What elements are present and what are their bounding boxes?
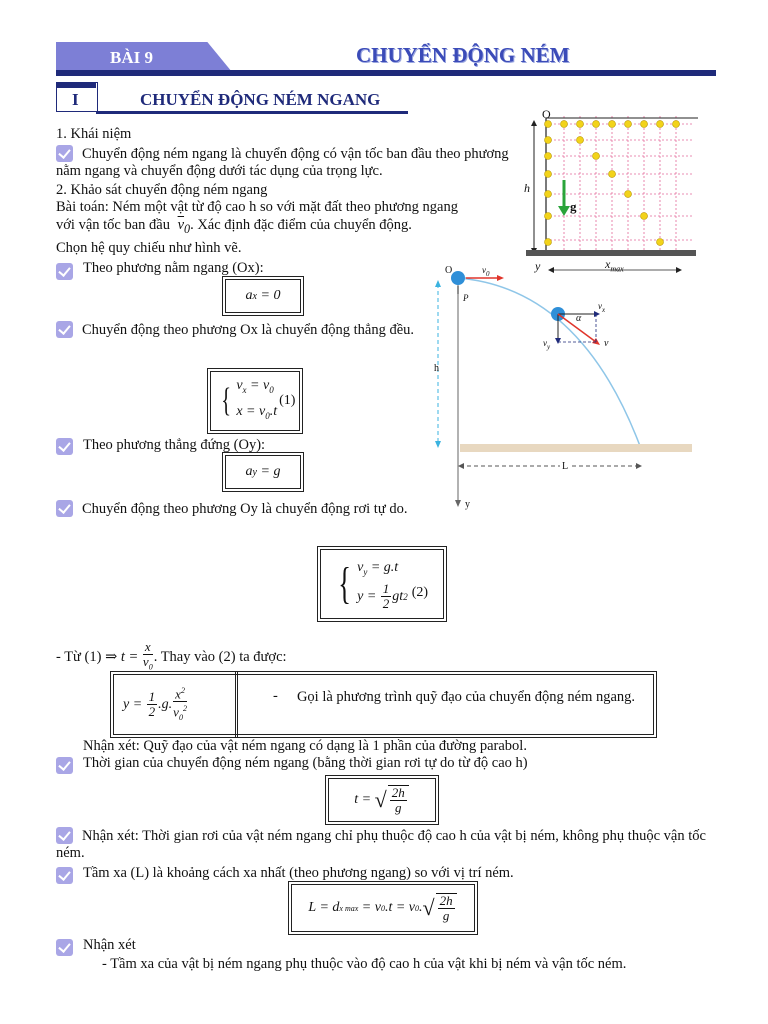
section-number: I [72, 90, 79, 109]
fig2-h: h [434, 363, 439, 374]
heading-survey: 2. Khảo sát chuyển động ném ngang [56, 182, 268, 198]
formula-ay: a y = g [222, 452, 304, 492]
formula-ox-system: { $v_x = v_0$ $x = v_0.t$ (1) [207, 368, 303, 434]
check-icon [56, 867, 73, 884]
section-title: CHUYỂN ĐỘNG NÉM NGANG [140, 90, 381, 109]
fig2-y: y [465, 499, 470, 510]
remark-parabola: Nhận xét: Quỹ đạo của vật ném ngang có dạng là 1 phần của đường parabol. [83, 738, 527, 754]
fig1-h: h [524, 181, 530, 195]
section-underline [96, 111, 408, 114]
trajectory-description: Gọi là phương trình quỹ đạo của chuyển động ném ngang. [296, 689, 636, 705]
fig2-P: P [463, 293, 469, 303]
problem-line2 [56, 217, 412, 238]
check-icon [56, 263, 73, 280]
trajectory-formula: y = $\frac{1}{2}$ .g. $\frac{x^2}{v_0^2}$ [123, 686, 187, 723]
fig1-origin: O [542, 107, 551, 121]
page-title: CHUYỂN ĐỘNG NÉM [356, 43, 570, 67]
check-icon [56, 438, 73, 455]
remark-time: Nhận xét: Thời gian rơi của vật ném ngang chỉ phụ thuộc độ cao h của vật bị ném, không phụ thuộc vận tốc ném. [56, 828, 706, 861]
remark-range-heading: Nhận xét [83, 937, 136, 953]
substitution-line: - Từ (1) ⇒ t = $\frac{x}{v_0}$ . Thay vào (2) ta được: [56, 639, 287, 672]
problem-pre: với vận tốc ban đầu [56, 217, 170, 233]
oy-note: Chuyển động theo phương Oy là chuyển động rơi tự do. [82, 501, 408, 517]
trajectory-table [110, 671, 657, 738]
ox-note: Chuyển động theo phương Ox là chuyển động thẳng đều. [82, 322, 415, 338]
header-rule [56, 70, 716, 76]
fig1-y: y [535, 259, 541, 273]
trajectory-divider [235, 672, 238, 737]
ox-label: Theo phương nằm ngang (Ox): [83, 260, 264, 276]
fig2-v: v [604, 338, 609, 349]
formula-ax: a x = 0 [222, 276, 304, 316]
formula-time: t = √ $\frac{2h}{g}$ [325, 775, 439, 825]
check-icon [56, 939, 73, 956]
formula-range: L = d x max = v 0 .t = v 0 . √ $\frac{2h}{g}$ [288, 881, 478, 935]
section-number-box-top [57, 83, 96, 88]
remark-range-item: - Tầm xa của vật bị ném ngang phụ thuộc vào độ cao h của vật khi bị ném và vận tốc ném. [102, 956, 627, 972]
fig1-xmax: $x_{max}$ [605, 257, 624, 274]
check-icon [56, 757, 73, 774]
problem-line1: Bài toán: Ném một vật từ độ cao h so với mặt đất theo phương ngang [56, 199, 458, 215]
fig2-v0: $v_0$ [482, 265, 490, 278]
v0-symbol: $\overline{v}_0$ [177, 217, 191, 236]
lesson-label: BÀI 9 [110, 48, 153, 67]
fig1-g: g [570, 199, 577, 214]
range-text: Tầm xa (L) là khoảng cách xa nhất (theo phương ngang) so với vị trí ném. [83, 865, 514, 881]
formula-oy-system: { $v_y = g.t$ y = $\frac{1}{2}$ gt 2 (2) [317, 546, 447, 622]
frame-text: Chọn hệ quy chiếu như hình vẽ. [56, 240, 242, 256]
concept-text: Chuyển động ném ngang là chuyển động có vận tốc ban đầu theo phương nằm ngang và chuyển động dưới tác dụng của trọng lực. [56, 146, 509, 179]
fig2-origin: O [445, 265, 453, 276]
fig2-vy: $v_y$ [543, 338, 551, 351]
time-text: Thời gian của chuyển động ném ngang (bằng thời gian rơi tự do từ độ cao h) [83, 755, 528, 771]
trajectory-dash: - [273, 688, 278, 704]
fig2-alpha: α [576, 313, 582, 324]
fig2-vx: $v_x$ [598, 301, 606, 314]
fig2-L: L [560, 458, 570, 475]
oy-label: Theo phương thẳng đứng (Oy): [83, 437, 266, 453]
problem-post: . Xác định đặc điểm của chuyển động. [190, 217, 412, 233]
heading-concept: 1. Khái niệm [56, 126, 132, 142]
